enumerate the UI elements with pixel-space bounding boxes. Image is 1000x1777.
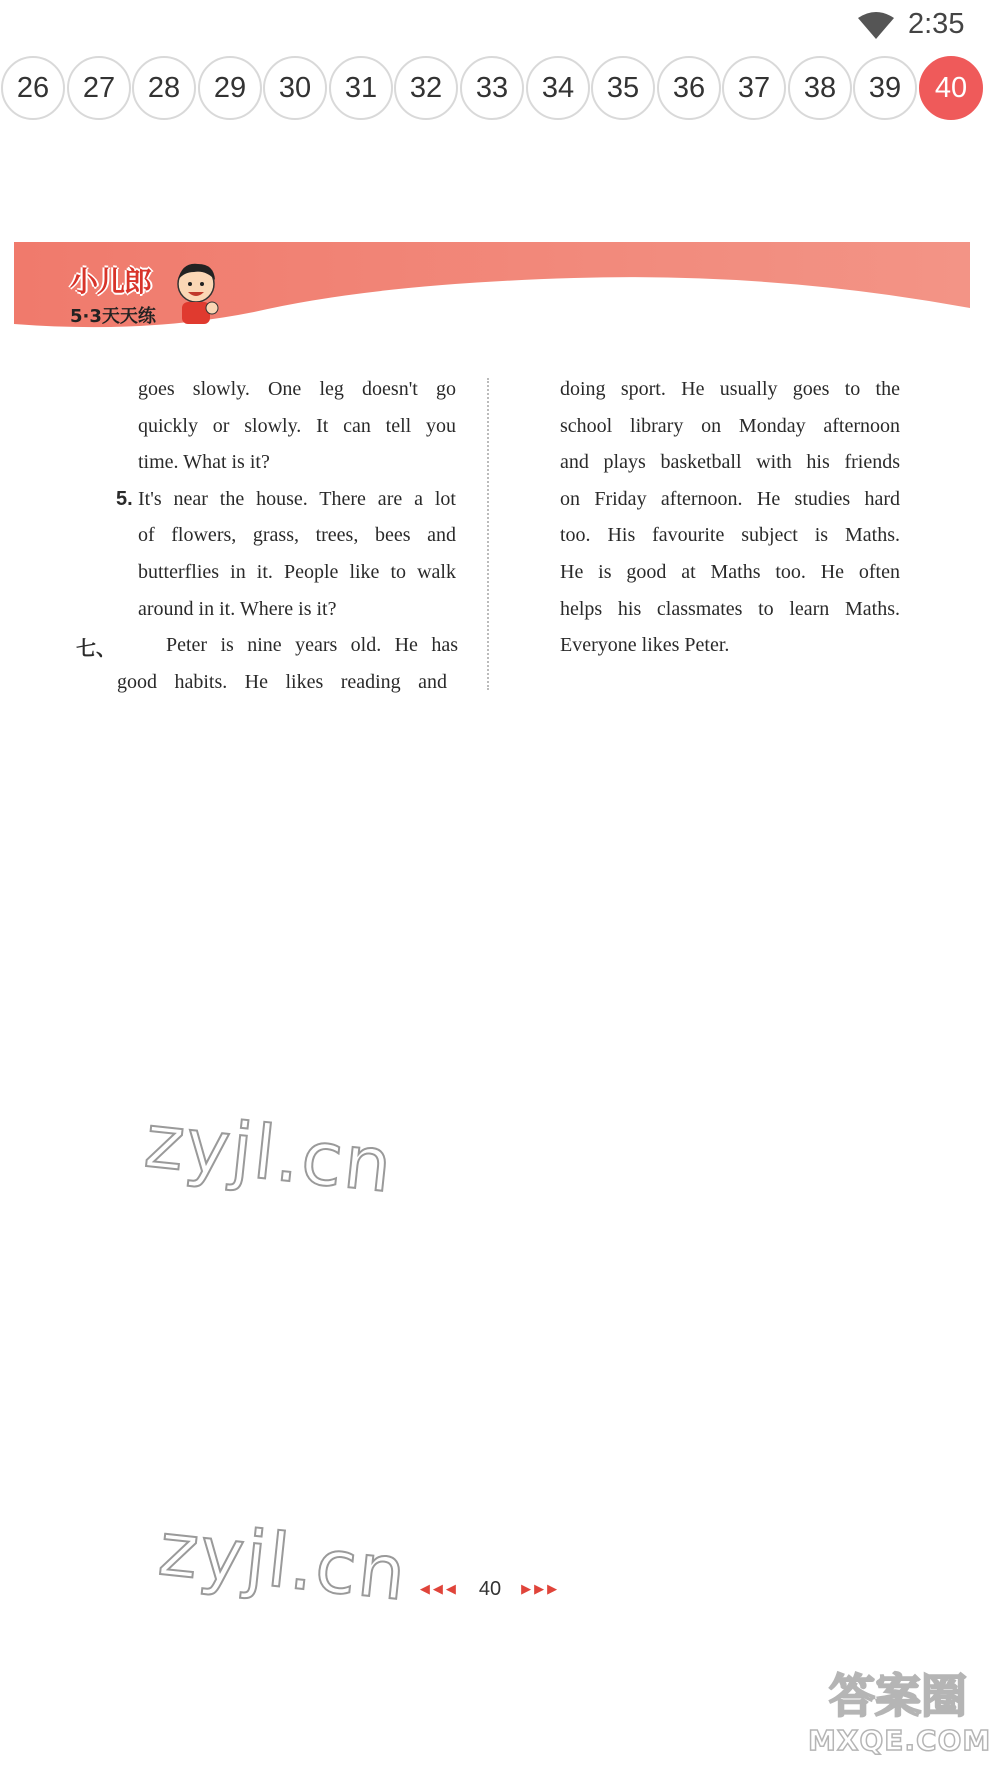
series-name: 5·3天天练 (70, 306, 156, 327)
right-column (560, 371, 905, 664)
text-line: on Friday afternoon. He studies hard (560, 487, 900, 510)
text-line: doing sport. He usually goes to the (560, 378, 900, 400)
column-divider (487, 378, 489, 690)
book-brand (70, 260, 156, 328)
watermark: zyjl.cn (141, 1098, 398, 1210)
question-number: 5. (116, 487, 133, 510)
clock: 2:35 (908, 8, 965, 40)
text-line: too. His favourite subject is Maths. (560, 524, 900, 547)
text-line: good habits. He likes reading and (117, 670, 447, 693)
mascot-icon (168, 258, 224, 326)
section-marker: 七、 (76, 636, 116, 660)
text-line: around in it. Where is it? (138, 597, 337, 620)
watermark: zyjl.cn (155, 1506, 412, 1618)
text-line: and plays basketball with his friends (560, 451, 900, 474)
page-button[interactable]: 35 (591, 56, 655, 120)
page-button[interactable]: 30 (263, 56, 327, 120)
text-line: Peter is nine years old. He has (166, 634, 458, 657)
page-button[interactable]: 27 (67, 56, 131, 120)
text-line: time. What is it? (138, 451, 270, 474)
page-footer (400, 1574, 580, 1604)
status-bar (0, 0, 1000, 50)
page-number: 40 (478, 1577, 502, 1600)
page-button[interactable]: 37 (722, 56, 786, 120)
page-button[interactable]: 36 (657, 56, 721, 120)
page-button[interactable]: 32 (394, 56, 458, 120)
wifi-icon (856, 12, 896, 40)
text-line: goes slowly. One leg doesn't go (138, 378, 456, 400)
page-button[interactable]: 39 (853, 56, 917, 120)
page-button[interactable]: 28 (132, 56, 196, 120)
page-button[interactable]: 26 (1, 56, 65, 120)
site-logo-url: MXQE.COM (808, 1724, 992, 1757)
page-button[interactable]: 38 (788, 56, 852, 120)
brand-name: 小儿郎 (70, 265, 152, 298)
text-line: helps his classmates to learn Maths. (560, 597, 900, 620)
text-line: It's near the house. There are a lot 5. (138, 481, 456, 518)
page-button[interactable]: 34 (526, 56, 590, 120)
page-button[interactable]: 31 (329, 56, 393, 120)
page-button[interactable]: 33 (460, 56, 524, 120)
book-banner (14, 242, 970, 334)
left-arrows-icon: ◀◀◀ (419, 1581, 459, 1596)
site-logo-title: 答案圈 (829, 1669, 967, 1723)
text-line: school library on Monday afternoon (560, 414, 900, 437)
left-column (0, 371, 470, 700)
text-line: He is good at Maths too. He often (560, 560, 900, 583)
site-logo (808, 1660, 992, 1770)
text-line: Everyone likes Peter. (560, 634, 730, 657)
text-line: butterflies in it. People like to walk (138, 560, 456, 583)
page-button[interactable]: 29 (198, 56, 262, 120)
page-button-active[interactable]: 40 (919, 56, 983, 120)
text-line: of flowers, grass, trees, bees and (138, 524, 456, 547)
page-selector (0, 56, 1000, 120)
text-line: quickly or slowly. It can tell you (138, 414, 456, 437)
right-arrows-icon: ▶▶▶ (521, 1581, 561, 1596)
